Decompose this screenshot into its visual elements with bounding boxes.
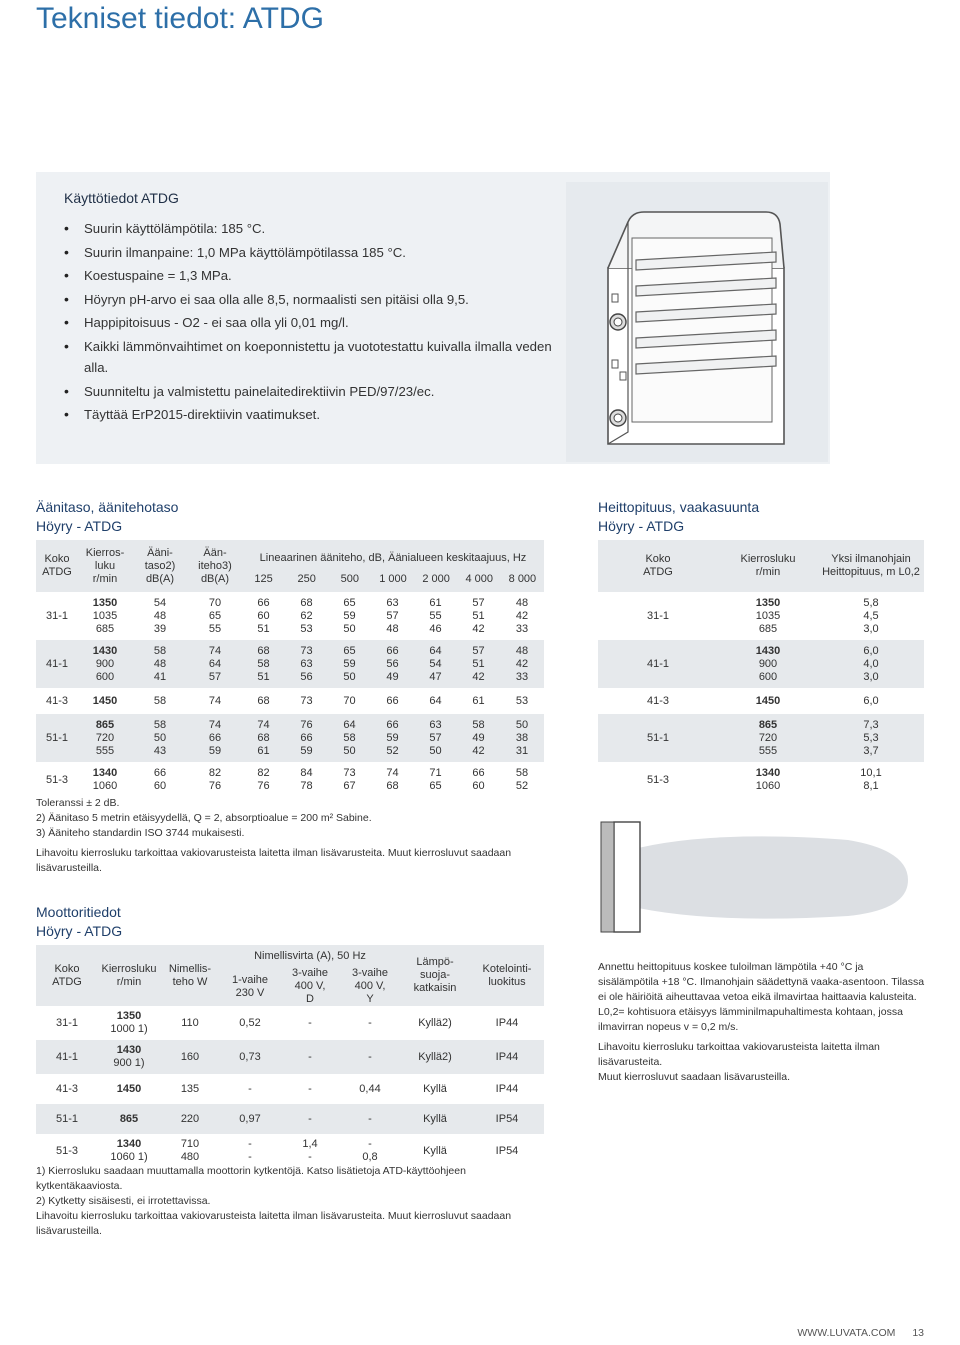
table-row (36, 1074, 544, 1104)
cell-value: 71 (429, 767, 442, 779)
cell-value: 56 (300, 670, 313, 683)
cell-value: 51 (257, 622, 270, 635)
cell-value: 68 (257, 694, 270, 707)
cell-value: 58 (257, 657, 270, 670)
cell-value: 1340 (116, 1138, 142, 1150)
size-label: 51-1 (55, 1113, 79, 1125)
col-kierrosluku: Kierros-luku r/min (85, 546, 125, 585)
cell-value: 66 (386, 718, 399, 731)
cell-value: 5,3 (863, 731, 879, 744)
motor-col-koko: Koko ATDG (52, 962, 82, 988)
throw-desc-2: L0,2= kohtisuora etäisyys lämminilmapuhaltimesta kohtaan, jossa ilmavirran nopeus v = 0,2 m/s. (598, 1006, 903, 1033)
cell-value: - (308, 1016, 312, 1029)
bullet-item: • Happipitoisuus - O2 - ei saa olla yli 0,01 mg/l. (64, 312, 564, 334)
cell-value: 1350 (755, 596, 781, 609)
cell-value: 220 (180, 1112, 200, 1125)
cell-value: 48 (515, 644, 529, 657)
table-row (598, 688, 924, 714)
cell-value: 900 (95, 657, 115, 670)
cell-value: Kyllä (423, 1113, 447, 1125)
cell-value: 74 (257, 718, 270, 731)
cell-value: 1035 (92, 609, 118, 622)
sound-heading (36, 498, 178, 536)
sound-heading-line1: Äänitaso, äänitehotaso (36, 499, 179, 515)
cell-value: 54 (153, 596, 167, 609)
cell-value: 50 (343, 670, 356, 683)
cell-value: 61 (472, 694, 485, 707)
cell-value: 0,8 (362, 1151, 378, 1163)
motor-heading (36, 903, 122, 941)
table-row (598, 762, 924, 798)
cell-value: 57 (386, 609, 399, 622)
note-bold: Lihavoitu kierrosluku tarkoittaa vakiovarusteista laitetta ilman lisävarusteita. Muut kierrosluvut saadaan lisävarusteilla. (36, 847, 512, 874)
cell-value: 68 (300, 596, 313, 609)
motor-note-2: 2) Kytketty sisäisesti, ei irrotettavissa. (36, 1195, 211, 1207)
page-footer (797, 1327, 924, 1339)
cell-value: Kyllä (423, 1145, 447, 1157)
cell-value: 51 (472, 657, 485, 670)
cell-value: - (308, 1151, 312, 1163)
cell-value: 685 (758, 622, 778, 635)
cell-value: 50 (515, 718, 529, 731)
cell-value: 1430 (755, 644, 781, 657)
operating-bullets (64, 218, 564, 428)
cell-value: 50 (343, 744, 356, 757)
cell-value: - (368, 1138, 372, 1150)
cell-value: 49 (386, 670, 399, 683)
cell-value: 865 (758, 718, 778, 731)
cell-value: 66 (472, 767, 485, 779)
cell-value: - (308, 1050, 312, 1063)
col-koko: Koko ATDG (42, 553, 72, 578)
cell-value: IP54 (495, 1145, 519, 1157)
cell-value: 59 (386, 731, 399, 744)
table-row (598, 592, 924, 640)
cell-value: 600 (758, 670, 778, 683)
cell-value: 1060 (755, 780, 781, 792)
throw-col-koko: Koko ATDG (643, 553, 673, 578)
cell-value: 53 (515, 694, 529, 707)
cell-value: 54 (429, 657, 442, 670)
bullet-item: • Suurin käyttölämpötila: 185 °C. (64, 218, 564, 240)
cell-value: - (368, 1050, 372, 1063)
cell-value: 68 (257, 731, 270, 744)
cell-value: 110 (181, 1016, 199, 1029)
table-row (36, 688, 544, 714)
size-label: 51-1 (45, 732, 69, 744)
cell-value: 4,5 (863, 609, 879, 622)
cell-value: 82 (257, 767, 270, 779)
size-label: 41-1 (45, 658, 69, 670)
freq-label: 8 000 (508, 573, 537, 585)
cell-value: 6,0 (863, 694, 879, 707)
freq-label: 250 (297, 573, 316, 585)
cell-value: 58 (153, 644, 167, 657)
cell-value: 1340 (92, 767, 118, 779)
table-row (598, 640, 924, 688)
cell-value: 67 (343, 780, 356, 792)
cell-value: 73 (300, 644, 313, 657)
operating-heading: Käyttötiedot ATDG (64, 190, 179, 206)
cell-value: 39 (153, 622, 167, 635)
cell-value: 1430 (92, 644, 118, 657)
cell-value: 59 (208, 744, 222, 757)
cell-value: 66 (300, 731, 313, 744)
motor-col-1v: 1-vaihe 230 V (231, 973, 269, 999)
cell-value: 1430 (116, 1044, 142, 1056)
cell-value: 1450 (755, 694, 781, 707)
size-label: 51-1 (646, 732, 670, 744)
size-label: 41-1 (55, 1051, 79, 1063)
freq-label: 1 000 (379, 573, 407, 585)
motor-col-3vd: 3-vaihe 400 V, D (291, 967, 329, 1005)
cell-value: 59 (343, 657, 356, 670)
cell-value: 160 (180, 1050, 200, 1063)
freq-label: 4 000 (465, 573, 494, 585)
cell-value: 0,52 (239, 1016, 261, 1029)
cell-value: 1035 (755, 609, 781, 622)
cell-value: 61 (429, 596, 442, 609)
cell-value: 42 (472, 670, 485, 683)
sound-notes (36, 796, 556, 876)
cell-value: 50 (343, 622, 356, 635)
col-linear: Lineaarinen ääniteho, dB, Äänialueen keskitaajuus, Hz 125 250 500 1 000 2 000 4 000 8 000 (242, 540, 544, 592)
size-label: 31-1 (646, 610, 670, 622)
cell-value: - (308, 1082, 312, 1095)
throw-desc-1: Annettu heittopituus koskee tuloilman lämpötila +40 °C ja sisälämpötila +18 °C. Ilmanohjain säädettynä vaaka-asentoon. Tilassa ei ole häiriöitä aiheuttavaa vetoa eikä ilmavirtaa haittaavia kalusteita. (598, 961, 925, 1003)
cell-value: 84 (300, 767, 313, 779)
cell-value: 46 (429, 622, 442, 635)
cell-value: 57 (472, 596, 485, 609)
cell-value: 865 (95, 718, 115, 731)
throw-description (598, 960, 926, 1085)
note-tolerance: Toleranssi ± 2 dB. (36, 797, 120, 809)
motor-table (36, 945, 544, 1168)
cell-value: 66 (386, 644, 399, 657)
cell-value: 66 (208, 731, 222, 744)
cell-value: 65 (208, 609, 222, 622)
motor-heading-line2: Höyry - ATDG (36, 923, 123, 939)
cell-value: 82 (208, 767, 222, 779)
table-row (598, 714, 924, 762)
cell-value: 1060 (92, 780, 118, 792)
cell-value: 57 (472, 644, 485, 657)
cell-value: 65 (429, 780, 442, 792)
bullet-item: • Koestuspaine = 1,3 MPa. (64, 265, 564, 287)
cell-value: 48 (386, 622, 399, 635)
motor-col-3vy: 3-vaihe 400 V, Y (351, 967, 389, 1005)
cell-value: 1000 1) (110, 1023, 148, 1035)
cell-value: 73 (343, 767, 356, 779)
throw-illustration (598, 800, 924, 944)
cell-value: 61 (257, 744, 270, 757)
table-row (36, 1104, 544, 1134)
cell-value: 66 (153, 767, 167, 779)
cell-value: 47 (429, 670, 442, 683)
size-label: 51-3 (646, 774, 670, 786)
size-label: 41-1 (646, 658, 670, 670)
cell-value: 7,3 (863, 718, 879, 731)
cell-value: 42 (515, 609, 529, 622)
cell-value: 5,8 (863, 596, 879, 609)
motor-col-power: Nimellis-teho W (168, 962, 212, 988)
cell-value: 48 (153, 657, 167, 670)
cell-value: IP44 (495, 1051, 519, 1063)
cell-value: - (248, 1138, 252, 1150)
table-row (36, 1040, 544, 1074)
cell-value: 56 (386, 657, 399, 670)
motor-col-ip: Kotelointi-luokitus (482, 962, 532, 988)
cell-value: 76 (208, 780, 222, 792)
cell-value: 3,0 (863, 670, 879, 683)
note-3: 3) Ääniteho standardin ISO 3744 mukaisesti. (36, 827, 245, 839)
bullet-item: • Suunniteltu ja valmistettu painelaitedirektiivin PED/97/23/ec. (64, 381, 564, 403)
cell-value: IP44 (495, 1017, 519, 1029)
cell-value: 65 (343, 596, 356, 609)
cell-value: 31 (515, 744, 529, 757)
bullet-item: • Kaikki lämmönvaihtimet on koeponnistettu ja vuototestattu kuivalla ilmalla veden alla. (64, 336, 564, 379)
cell-value: 1350 (116, 1010, 142, 1022)
bullet-item: • Täyttää ErP2015-direktiivin vaatimukset. (64, 404, 564, 426)
cell-value: 0,73 (239, 1050, 261, 1063)
cell-value: IP54 (495, 1113, 519, 1125)
throw-heading-line1: Heittopituus, vaakasuunta (598, 499, 760, 515)
size-label: 41-3 (646, 695, 670, 707)
sound-heading-line2: Höyry - ATDG (36, 518, 123, 534)
note-2: 2) Äänitaso 5 metrin etäisyydellä, Q = 2, absorptioalue = 200 m² Sabine. (36, 812, 372, 824)
side-note (0, 1210, 12, 1340)
cell-value: 42 (472, 744, 485, 757)
cell-value: 4,0 (863, 657, 879, 670)
heater-illustration (566, 182, 828, 462)
cell-value: 1,4 (302, 1138, 318, 1150)
page-number: 13 (912, 1327, 924, 1339)
footer-url[interactable]: WWW.LUVATA.COM (797, 1327, 896, 1339)
cell-value: - (368, 1016, 372, 1029)
cell-value: 600 (95, 670, 115, 683)
throw-table (598, 540, 924, 798)
cell-value: 49 (472, 731, 485, 744)
cell-value: 555 (758, 744, 778, 757)
cell-value: 58 (153, 718, 167, 731)
heater-drawing (566, 182, 828, 462)
cell-value: 76 (300, 718, 313, 731)
cell-value: 68 (386, 780, 399, 792)
cell-value: 0,97 (239, 1112, 261, 1125)
cell-value: 0,44 (359, 1082, 381, 1095)
cell-value: 58 (515, 767, 529, 779)
motor-col-kierros: Kierrosluku r/min (101, 962, 157, 988)
cell-value: 3,0 (863, 622, 879, 635)
sound-table (36, 540, 544, 798)
cell-value: 52 (386, 744, 399, 757)
cell-value: 63 (386, 596, 399, 609)
freq-label: 500 (340, 573, 360, 585)
cell-value: 3,7 (863, 744, 879, 757)
cell-value: 720 (758, 731, 778, 744)
cell-value: 900 (758, 657, 778, 670)
cell-value: 900 1) (113, 1057, 145, 1069)
cell-value: 50 (153, 731, 167, 744)
cell-value: IP44 (495, 1083, 519, 1095)
cell-value: - (368, 1112, 372, 1125)
cell-value: - (308, 1112, 312, 1125)
cell-value: 480 (180, 1151, 200, 1163)
cell-value: 710 (180, 1138, 200, 1150)
cell-value: 42 (472, 622, 485, 635)
cell-value: 48 (515, 596, 529, 609)
cell-value: 60 (472, 780, 485, 792)
throw-desc-3: Lihavoitu kierrosluku tarkoittaa vakiovarusteista laitetta ilman lisävarusteita. (598, 1041, 880, 1068)
bullet-item: • Suurin ilmanpaine: 1,0 MPa käyttölämpötilassa 185 °C. (64, 242, 564, 264)
cell-value: 135 (180, 1082, 200, 1095)
cell-value: 10,1 (860, 767, 882, 779)
cell-value: 1340 (755, 767, 781, 779)
cell-value: 33 (515, 670, 529, 683)
cell-value: Kyllä (423, 1083, 447, 1095)
cell-value: 8,1 (863, 780, 879, 792)
cell-value: 64 (343, 718, 356, 731)
page-title: Tekniset tiedot: ATDG (36, 2, 324, 35)
cell-value: 64 (429, 694, 442, 707)
cell-value: 58 (153, 694, 167, 707)
table-row (36, 592, 544, 640)
throw-col-kierros: Kierrosluku r/min (740, 553, 796, 578)
freq-label: 125 (254, 573, 273, 585)
cell-value: Kyllä2) (418, 1017, 452, 1029)
cell-value: 55 (429, 609, 442, 622)
cell-value: 53 (300, 622, 313, 635)
cell-value: 63 (429, 718, 442, 731)
cell-value: 62 (300, 609, 313, 622)
cell-value: 555 (95, 744, 115, 757)
cell-value: 65 (343, 644, 356, 657)
cell-value: 70 (343, 694, 356, 707)
cell-value: 60 (257, 609, 270, 622)
cell-value: 64 (208, 657, 222, 670)
cell-value: 74 (386, 767, 399, 779)
col-aaniteho: Ään-iteho3) dB(A) (198, 546, 232, 585)
cell-value: 1350 (92, 596, 118, 609)
size-label: 51-3 (45, 774, 69, 786)
size-label: 41-3 (55, 1083, 79, 1095)
throw-heading (598, 498, 759, 536)
cell-value: 51 (472, 609, 485, 622)
motor-notes (36, 1164, 536, 1239)
cell-value: 38 (515, 731, 529, 744)
cell-value: 720 (95, 731, 115, 744)
cell-value: 51 (257, 670, 270, 683)
cell-value: 59 (300, 744, 313, 757)
cell-value: 685 (95, 622, 115, 635)
cell-value: - (248, 1151, 252, 1163)
throw-heading-line2: Höyry - ATDG (598, 518, 685, 534)
cell-value: 66 (257, 596, 270, 609)
cell-value: 78 (300, 780, 313, 792)
cell-value: 57 (208, 670, 222, 683)
freq-label: 2 000 (422, 573, 450, 585)
table-row (36, 1006, 544, 1040)
cell-value: 50 (429, 744, 442, 757)
cell-value: 1450 (92, 694, 118, 707)
cell-value: 63 (300, 657, 313, 670)
bullet-item: • Höyryn pH-arvo ei saa olla alle 8,5, normaalisti sen pitäisi olla 9,5. (64, 289, 564, 311)
size-label: 31-1 (55, 1017, 79, 1029)
cell-value: 1060 1) (110, 1151, 148, 1163)
cell-value: 74 (208, 718, 222, 731)
table-row (36, 640, 544, 688)
cell-value: 42 (515, 657, 529, 670)
cell-value: 43 (153, 744, 167, 757)
cell-value: 6,0 (863, 644, 879, 657)
col-aanitaso: Ääni-taso2) dB(A) (144, 546, 176, 585)
throw-desc-4: Muut kierrosluvut saadaan lisävarusteilla. (598, 1071, 791, 1083)
cell-value: 57 (429, 731, 442, 744)
cell-value: 68 (257, 644, 270, 657)
cell-value: 58 (472, 718, 485, 731)
cell-value: 60 (153, 780, 167, 792)
cell-value: - (248, 1082, 252, 1095)
cell-value: 33 (515, 622, 529, 635)
size-label: 31-1 (45, 610, 69, 622)
cell-value: 48 (153, 609, 167, 622)
size-label: 51-3 (55, 1145, 79, 1157)
motor-heading-line1: Moottoritiedot (36, 904, 121, 920)
air-throw-drawing (598, 800, 924, 944)
size-label: 41-3 (45, 695, 69, 707)
cell-value: 66 (386, 694, 399, 707)
table-row (36, 762, 544, 798)
cell-value: 865 (119, 1112, 139, 1125)
cell-value: 74 (208, 644, 222, 657)
cell-value: 52 (515, 780, 529, 792)
cell-value: 70 (208, 596, 222, 609)
cell-value: 55 (208, 622, 222, 635)
motor-note-3: Lihavoitu kierrosluku tarkoittaa vakiovarusteista laitetta ilman lisävarusteita. Muut kierrosluvut saadaan lisävarusteilla. (36, 1210, 512, 1237)
table-row (36, 714, 544, 762)
cell-value: 76 (257, 780, 270, 792)
motor-col-current: Nimellisvirta (A), 50 Hz (254, 949, 366, 962)
cell-value: 59 (343, 609, 356, 622)
cell-value: 1450 (116, 1082, 142, 1095)
cell-value: Kyllä2) (418, 1051, 452, 1063)
motor-col-thermal: Lämpö-suoja-katkaisin (413, 956, 457, 994)
motor-note-1: 1) Kierrosluku saadaan muuttamalla moottorin kytkentöjä. Katso lisätietoja ATD-käyttöohjeen kytkentäkaaviosta. (36, 1165, 466, 1192)
cell-value: 74 (208, 694, 222, 707)
cell-value: 64 (429, 644, 442, 657)
cell-value: 58 (343, 731, 356, 744)
throw-col-value: Yksi ilmanohjain Heittopituus, m L0,2 (822, 553, 920, 578)
cell-value: 73 (300, 694, 313, 707)
cell-value: 41 (153, 670, 167, 683)
table-row (36, 1134, 544, 1168)
